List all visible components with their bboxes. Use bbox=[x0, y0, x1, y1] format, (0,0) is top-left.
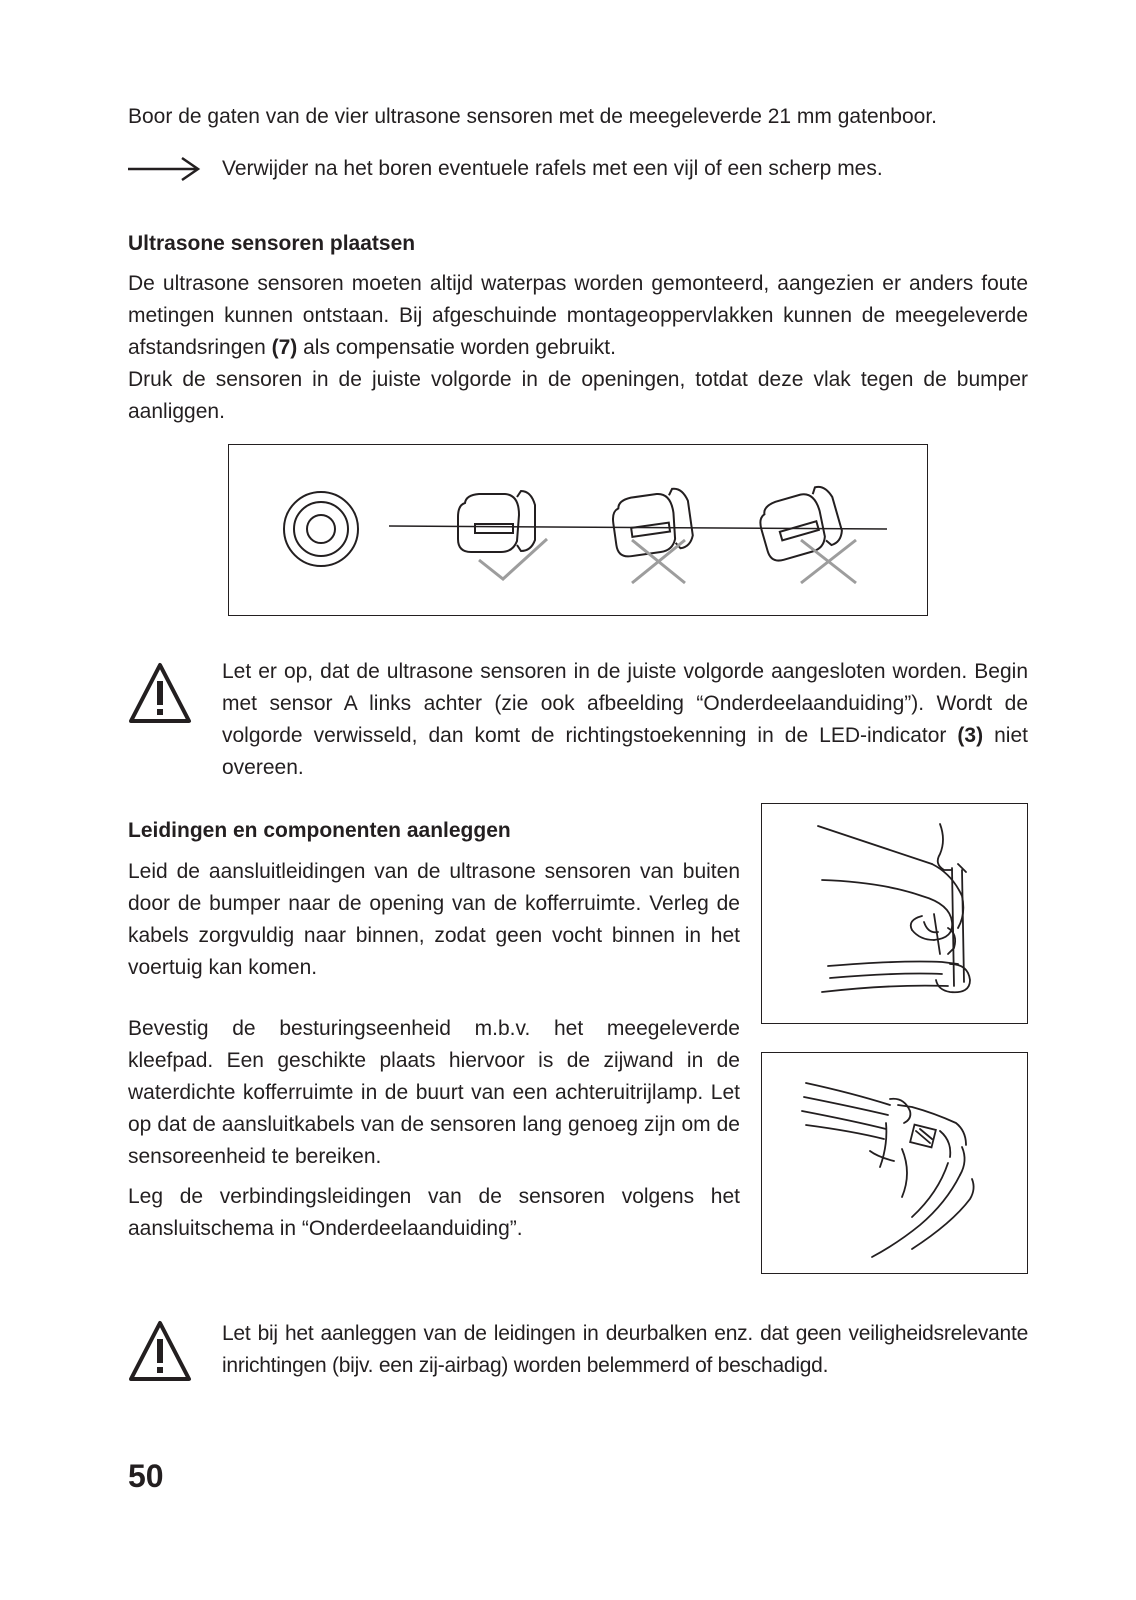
trunk-interior-figure bbox=[761, 1052, 1028, 1274]
page-number: 50 bbox=[128, 1458, 164, 1494]
warning-triangle-icon bbox=[127, 660, 193, 726]
cables-paragraph-2: Bevestig de besturingseenheid m.b.v. het meegeleverde kleefpad. Een geschikte plaats hiervoor is de zijwand in de waterdichte kofferruimte in de buurt van een achteruitrijlamp. Let op dat de aansluitkabels van de sensoren lang genoeg zijn om de sensoreenheid te bereiken. bbox=[128, 1017, 740, 1168]
sensors-paragraph-2: Druk de sensoren in de juiste volgorde in de openingen, totdat deze vlak tegen de bumper aanliggen. bbox=[128, 368, 1028, 423]
cross-mark-icon-2 bbox=[801, 540, 856, 583]
cables-paragraph-1: Leid de aansluitleidingen van de ultrasone sensoren van buiten door de bumper naar de opening van de kofferruimte. Verleg de kabels zorgvuldig naar binnen, zodat geen vocht binnen in het voertuig kan komen. bbox=[128, 860, 740, 979]
warning-airbag: Let bij het aanleggen van de leidingen in deurbalken enz. dat geen veiligheidsrelevante inrichtingen (bijv. een zij-airbag) worden belemmerd of beschadigd. bbox=[222, 1322, 1028, 1377]
sensor-side-correct bbox=[458, 491, 535, 552]
sensor-front-view bbox=[284, 492, 358, 566]
cable-routing-figure bbox=[761, 803, 1028, 1024]
cable-routing-illustration bbox=[762, 804, 1026, 1022]
section-heading-cables: Leidingen en componenten aanleggen bbox=[128, 819, 511, 842]
trunk-interior-illustration bbox=[762, 1053, 1026, 1272]
sensors-paragraph-1: De ultrasone sensoren moeten altijd waterpas worden gemonteerd, aangezien er anders foute metingen kunnen ontstaan. Bij afgeschuinde montageoppervlakken kunnen de meegeleverde afstandsringen (7) als compensatie worden gebruikt. bbox=[128, 272, 1028, 359]
warning-sensor-order: Let er op, dat de ultrasone sensoren in de juiste volgorde aangesloten worden. Begin met sensor A links achter (zie ook afbeelding “Onderdeelaanduiding”). Wordt de volgorde verwisseld, dan komt de richtingstoekenning in de LED-indicator (3) niet overeen. bbox=[222, 660, 1028, 779]
warning-triangle-icon bbox=[127, 1318, 193, 1384]
sensor-side-tilted-2 bbox=[754, 483, 845, 563]
ref-led-indicator: (3) bbox=[957, 724, 984, 747]
right-arrow-icon bbox=[128, 156, 202, 182]
section-heading-sensors: Ultrasone sensoren plaatsen bbox=[128, 232, 416, 255]
sensor-side-tilted-1 bbox=[610, 487, 695, 558]
tip-text: Verwijder na het boren eventuele rafels met een vijl of een scherp mes. bbox=[222, 157, 883, 180]
check-mark-icon bbox=[479, 539, 547, 579]
cross-mark-icon-1 bbox=[632, 540, 685, 583]
ref-spacer-rings: (7) bbox=[271, 336, 298, 359]
sensor-mounting-illustration bbox=[229, 445, 926, 614]
drill-instruction: Boor de gaten van de vier ultrasone sensoren met de meegeleverde 21 mm gatenboor. bbox=[128, 105, 938, 128]
sensor-mounting-figure bbox=[228, 444, 928, 616]
cables-paragraph-3: Leg de verbindingsleidingen van de sensoren volgens het aansluitschema in “Onderdeelaanduiding”. bbox=[128, 1185, 740, 1240]
